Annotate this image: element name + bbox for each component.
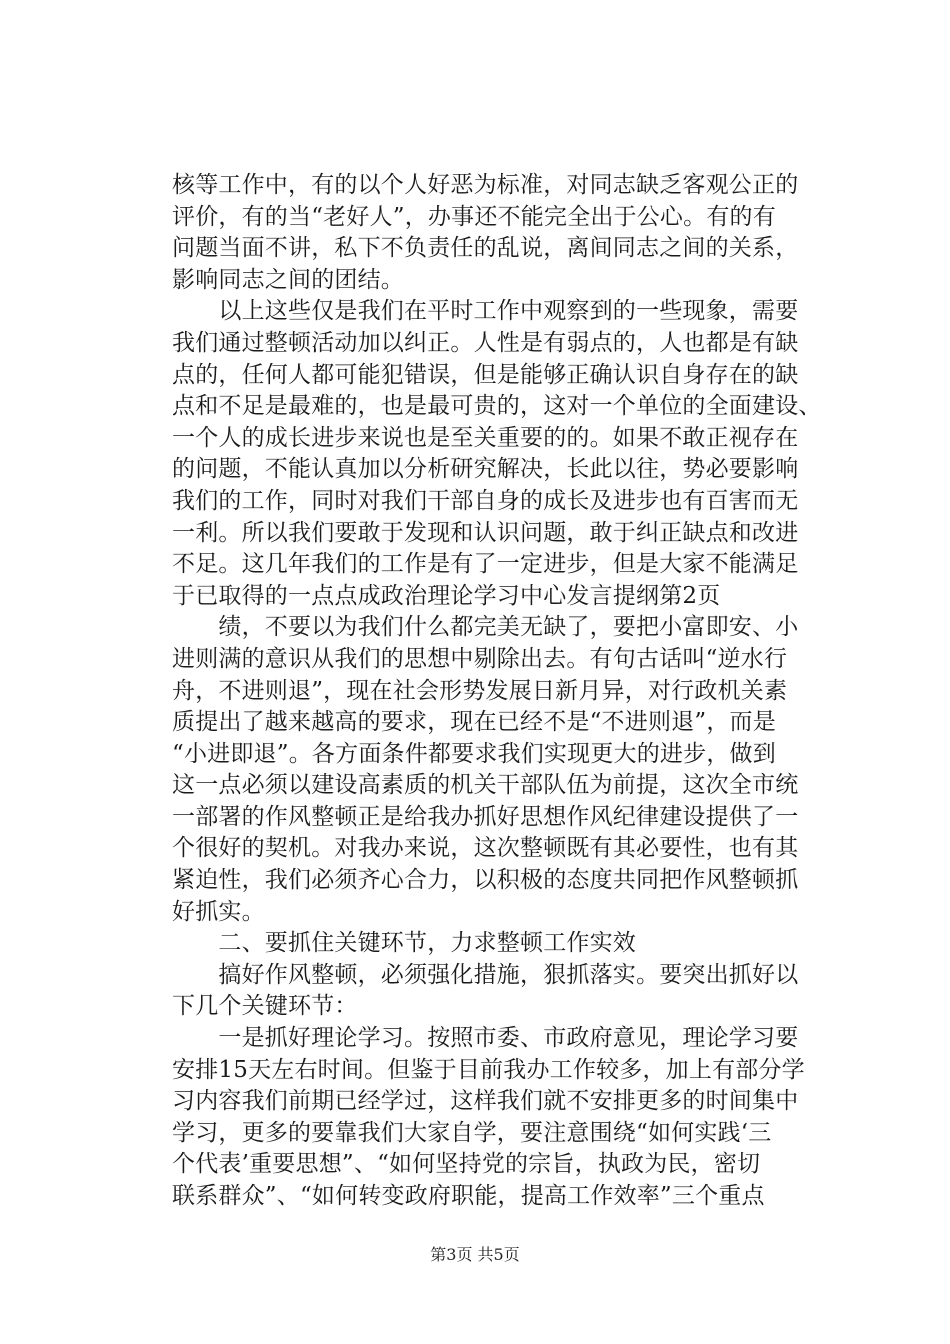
text-line: 点的，任何人都可能犯错误，但是能够正确认识自身存在的缺: [172, 361, 799, 388]
text-line: 紧迫性，我们必须齐心合力，以积极的态度共同把作风整顿抓: [172, 867, 799, 894]
text-line: 一个人的成长进步来说也是至关重要的的。如果不敢正视存在: [172, 424, 799, 451]
text-line: 好抓实。: [172, 898, 265, 925]
page-number-label: 第3页 共5页: [430, 1245, 520, 1264]
text-line: 我们的工作，同时对我们干部自身的成长及进步也有百害而无: [172, 487, 799, 514]
text-line: 一利。所以我们要敢于发现和认识问题，敢于纠正缺点和改进: [172, 519, 799, 546]
text-line: 以上这些仅是我们在平时工作中观察到的一些现象，需要: [172, 298, 799, 325]
text-line: 搞好作风整顿，必须强化措施，狠抓落实。要突出抓好以: [172, 961, 799, 988]
text-line: 于已取得的一点点成政治理论学习中心发言提纲第2页: [172, 582, 721, 609]
text-line: 联系群众”、“如何转变政府职能，提高工作效率”三个重点: [172, 1183, 765, 1209]
text-line: 不足。这几年我们的工作是有了一定进步，但是大家不能满足: [172, 551, 799, 578]
text-line: 个很好的契机。对我办来说，这次整顿既有其必要性，也有其: [172, 835, 799, 862]
text-line: 进则满的意识从我们的思想中剔除出去。有句古话叫“逆水行: [172, 645, 788, 672]
text-line: 评价，有的当“老好人”，办事还不能完全出于公心。有的有: [172, 203, 776, 230]
text-line: 影响同志之间的团结。: [172, 266, 404, 293]
body-text: [172, 170, 822, 1213]
text-line: 一是抓好理论学习。按照市委、市政府意见，理论学习要: [172, 1025, 799, 1052]
text-line: “小进即退”。各方面条件都要求我们实现更大的进步，做到: [172, 740, 776, 767]
text-line: 点和不足是最难的，也是最可贵的，这对一个单位的全面建设、: [172, 393, 822, 420]
text-line: 个代表’重要思想”、“如何坚持党的宗旨，执政为民，密切: [172, 1151, 761, 1178]
text-line: 舟，不进则退”，现在社会形势发展日新月异，对行政机关素: [172, 677, 788, 704]
text-line: 的问题，不能认真加以分析研究解决，长此以往，势必要影响: [172, 456, 799, 483]
text-line: 学习，更多的要靠我们大家自学，要注意围绕“如何实践‘三: [172, 1119, 772, 1146]
text-line: 安排15天左右时间。但鉴于目前我办工作较多，加上有部分学: [172, 1056, 805, 1083]
text-line: 一部署的作风整顿正是给我办抓好思想作风纪律建设提供了一: [172, 803, 799, 830]
text-line: 绩，不要以为我们什么都完美无缺了，要把小富即安、小: [172, 614, 799, 641]
text-line: 下几个关键环节：: [172, 993, 358, 1020]
section-heading: 二、要抓住关键环节，力求整顿工作实效: [172, 930, 636, 957]
text-line: 我们通过整顿活动加以纠正。人性是有弱点的，人也都是有缺: [172, 329, 799, 356]
page-footer: [0, 1245, 950, 1265]
text-line: 核等工作中，有的以个人好恶为标准，对同志缺乏客观公正的: [172, 172, 799, 198]
text-line: 问题当面不讲，私下不负责任的乱说，离间同志之间的关系，: [172, 235, 799, 262]
text-line: 质提出了越来越高的要求，现在已经不是“不进则退”，而是: [172, 709, 776, 736]
text-line: 这一点必须以建设高素质的机关干部队伍为前提，这次全市统: [172, 772, 799, 799]
text-line: 习内容我们前期已经学过，这样我们就不安排更多的时间集中: [172, 1088, 799, 1115]
